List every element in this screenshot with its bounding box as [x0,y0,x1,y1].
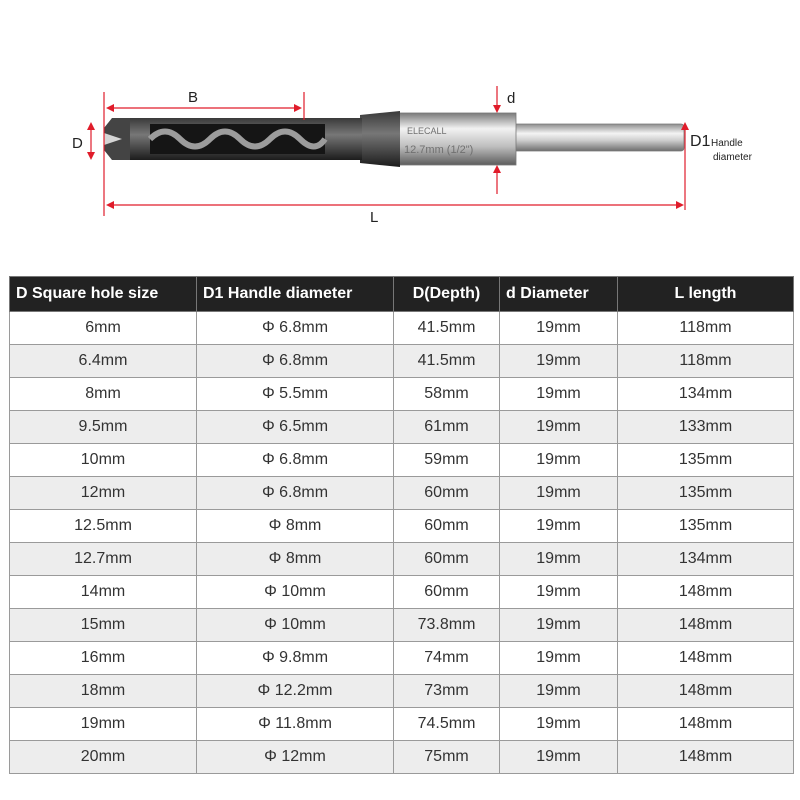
b-arrow-left [106,104,114,112]
table-row [10,609,794,642]
header-length: L length [618,277,794,312]
cell-handle-diameter: Φ 12mm [197,741,394,774]
cell-handle-diameter: Φ 6.8mm [197,312,394,345]
label-d-diameter: d [507,90,516,107]
header-depth: D(Depth) [394,277,500,312]
cell-length: 148mm [618,642,794,675]
header-square-hole-size: D Square hole size [10,277,197,312]
cell-length: 118mm [618,345,794,378]
cell-d-diameter: 19mm [500,543,618,576]
mortise-bit [104,111,684,167]
cell-depth: 60mm [394,543,500,576]
d-diameter-arrow-bottom [493,165,501,173]
bit-size-text: 12.7mm (1/2") [404,144,474,156]
cell-d-diameter: 19mm [500,708,618,741]
cell-square-hole-size: 10mm [10,444,197,477]
cell-depth: 60mm [394,477,500,510]
table-row [10,642,794,675]
cell-square-hole-size: 18mm [10,675,197,708]
cell-square-hole-size: 8mm [10,378,197,411]
label-b: B [188,89,199,106]
header-handle-diameter: D1 Handle diameter [197,277,394,312]
cell-d-diameter: 19mm [500,444,618,477]
cell-d-diameter: 19mm [500,741,618,774]
cell-d-diameter: 19mm [500,510,618,543]
cell-d-diameter: 19mm [500,477,618,510]
cell-depth: 41.5mm [394,345,500,378]
cell-handle-diameter: Φ 12.2mm [197,675,394,708]
table-row [10,510,794,543]
cell-length: 135mm [618,510,794,543]
cell-depth: 73mm [394,675,500,708]
l-arrow-right [676,201,684,209]
d-square-arrow-top [87,122,95,130]
mortise-bit-diagram [0,0,800,270]
cell-square-hole-size: 9.5mm [10,411,197,444]
cell-handle-diameter: Φ 6.5mm [197,411,394,444]
cell-length: 148mm [618,675,794,708]
label-d-square: D [72,135,83,152]
b-arrow-right [294,104,302,112]
cell-length: 135mm [618,444,794,477]
l-arrow-left [106,201,114,209]
cell-square-hole-size: 14mm [10,576,197,609]
header-d-diameter: d Diameter [500,277,618,312]
cell-d-diameter: 19mm [500,576,618,609]
cell-length: 148mm [618,609,794,642]
cell-length: 133mm [618,411,794,444]
cell-square-hole-size: 20mm [10,741,197,774]
cell-depth: 59mm [394,444,500,477]
cell-depth: 61mm [394,411,500,444]
label-d1: D1 [690,133,711,150]
cell-square-hole-size: 6.4mm [10,345,197,378]
cell-square-hole-size: 12mm [10,477,197,510]
table-row [10,741,794,774]
collar-taper [360,111,400,167]
cell-d-diameter: 19mm [500,642,618,675]
cell-handle-diameter: Φ 6.8mm [197,444,394,477]
cell-length: 148mm [618,708,794,741]
cell-depth: 73.8mm [394,609,500,642]
table-row [10,411,794,444]
cell-d-diameter: 19mm [500,609,618,642]
table-row [10,477,794,510]
table-row [10,576,794,609]
table-row [10,312,794,345]
cell-square-hole-size: 16mm [10,642,197,675]
cell-length: 134mm [618,543,794,576]
handle-shank [512,124,684,151]
cell-depth: 74.5mm [394,708,500,741]
table-row [10,444,794,477]
label-handle: Handle [711,138,743,149]
cell-length: 118mm [618,312,794,345]
cell-handle-diameter: Φ 10mm [197,576,394,609]
collar [398,113,516,165]
cell-d-diameter: 19mm [500,675,618,708]
cell-length: 134mm [618,378,794,411]
table-header-row [10,277,794,312]
cell-square-hole-size: 12.5mm [10,510,197,543]
bit-brand-text: ELECALL [407,126,447,136]
table-row [10,708,794,741]
label-diameter: diameter [713,152,752,163]
cell-depth: 41.5mm [394,312,500,345]
cell-handle-diameter: Φ 5.5mm [197,378,394,411]
cell-square-hole-size: 19mm [10,708,197,741]
cell-square-hole-size: 6mm [10,312,197,345]
cell-length: 135mm [618,477,794,510]
cell-handle-diameter: Φ 6.8mm [197,345,394,378]
cell-d-diameter: 19mm [500,345,618,378]
cell-depth: 60mm [394,576,500,609]
cell-d-diameter: 19mm [500,411,618,444]
cell-d-diameter: 19mm [500,378,618,411]
cell-depth: 58mm [394,378,500,411]
cell-handle-diameter: Φ 9.8mm [197,642,394,675]
cell-depth: 60mm [394,510,500,543]
d-square-arrow-bottom [87,152,95,160]
cell-handle-diameter: Φ 10mm [197,609,394,642]
table-row [10,345,794,378]
label-l: L [370,209,379,226]
spec-table [9,276,794,774]
cell-handle-diameter: Φ 6.8mm [197,477,394,510]
cell-handle-diameter: Φ 8mm [197,510,394,543]
cell-length: 148mm [618,576,794,609]
table-row [10,543,794,576]
cell-handle-diameter: Φ 11.8mm [197,708,394,741]
spec-table-body [10,312,794,774]
cell-square-hole-size: 15mm [10,609,197,642]
d-diameter-arrow-top [493,105,501,113]
cell-length: 148mm [618,741,794,774]
table-row [10,378,794,411]
table-row [10,675,794,708]
cell-square-hole-size: 12.7mm [10,543,197,576]
cell-d-diameter: 19mm [500,312,618,345]
cell-depth: 74mm [394,642,500,675]
cell-handle-diameter: Φ 8mm [197,543,394,576]
cell-depth: 75mm [394,741,500,774]
